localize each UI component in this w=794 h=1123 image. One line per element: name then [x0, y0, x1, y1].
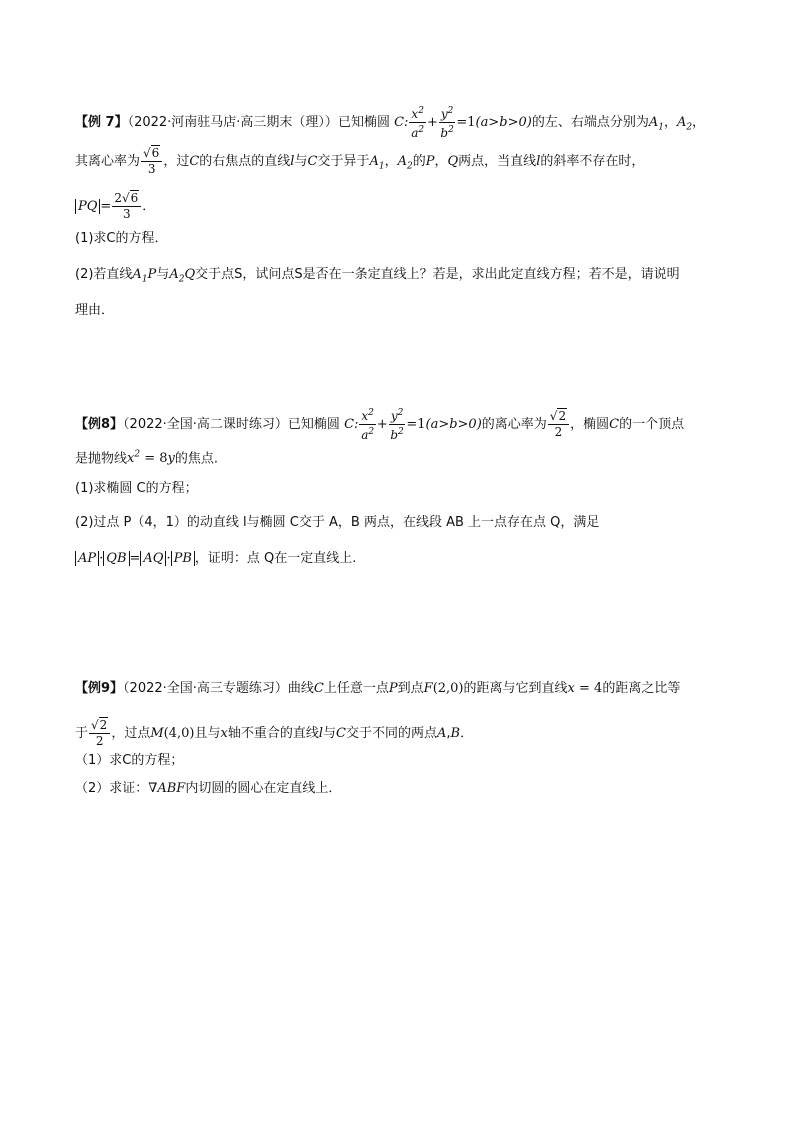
ex8-question-2-cont: AP · QB = AQ · PB ，证明：点 Q在一定直线上. [75, 550, 356, 568]
ex7-question-2: (2)若直线$A_1P$与$A_2Q$交于点S，试问点S是否在一条定直线上？若是，求出此定直线方程；若不是，请说明 [75, 267, 680, 285]
ex7-question-2-cont: 理由． [75, 303, 115, 318]
pq-length-formula: PQ = $\frac{2√6}{3}$ [75, 199, 142, 214]
distance-product-equation: AP · QB = AQ · PB [75, 551, 195, 566]
ex8-question-2: (2)过点 P（4，1）的动直线 l与椭圆 C交于 A，B 两点，在线段 AB 上一点存在点 Q，满足 [75, 515, 600, 530]
ellipse-equation: C: $\frac{x^2}{a^2}$ + $\frac{y^2}{b^2}$ =1(a>b>0) [394, 106, 532, 140]
triangle-abf: ∇ABF [148, 781, 186, 796]
ratio-fraction: $\frac{√2}{2}$ [89, 718, 110, 749]
ex7-source: （2022·河南驻马店·高三期末（理）） [127, 115, 338, 130]
ex7-label: 【例 7】 [75, 115, 128, 130]
ex7-line-2: 其离心率为 $\frac{√6}{3}$ ，过C的右焦点的直线l与C交于异于$A_1$，$A_2$的P，Q两点，当直线l的斜率不存在时， [75, 146, 645, 176]
ex8-line-2: 是抛物线$x^2 = 8y$的焦点. [75, 450, 219, 467]
ex8-question-1: (1)求椭圆 C的方程； [75, 481, 198, 496]
ex9-line-1: 【例9】（2022·全国·高三专题练习）曲线C上任意一点P到点F(2,0)的距离与它到直线x = 4的距离之比等 [75, 681, 681, 696]
eccentricity-fraction: $\frac{√6}{3}$ [141, 146, 162, 177]
parabola-equation: $x^2 = 8y$ [127, 450, 175, 467]
ex8-line-1: 【例8】（2022·全国·高二课时练习）已知椭圆 C: $\frac{x^2}{a^2}$ + $\frac{y^2}{b^2}$ =1(a>b>0)的离心率为 $\frac{√2}{2}$ ，椭圆C的一个顶点 [75, 408, 685, 442]
ellipse-equation: C: $\frac{x^2}{a^2}$ + $\frac{y^2}{b^2}$ =1(a>b>0) [344, 408, 482, 442]
ex7-question-1: (1)求C的方程． [75, 231, 168, 246]
ex8-label: 【例8】 [75, 417, 124, 432]
eccentricity-fraction: $\frac{√2}{2}$ [548, 409, 569, 440]
ex9-label: 【例9】 [75, 681, 124, 696]
ex9-source: （2022·全国·高三专题练习） [123, 681, 288, 696]
ex7-line-1: 【例 7】（2022·河南驻马店·高三期末（理））已知椭圆 C: $\frac{x^2}{a^2}$ + $\frac{y^2}{b^2}$ =1(a>b>0)的左、右端点分别为$A_1$，$A_2$， [75, 106, 706, 140]
ex7-line-3: PQ = $\frac{2√6}{3}$ ． [75, 191, 155, 222]
ex8-source: （2022·全国·高二课时练习） [123, 417, 288, 432]
ex9-line-2: 于 $\frac{√2}{2}$ ，过点M(4,0)且与x轴不重合的直线l与C交于不同的两点A,B． [75, 718, 474, 748]
ex9-question-1: （1）求C的方程； [75, 753, 184, 768]
ex9-question-2: （2）求证：∇ABF内切圆的圆心在定直线上． [75, 781, 342, 796]
